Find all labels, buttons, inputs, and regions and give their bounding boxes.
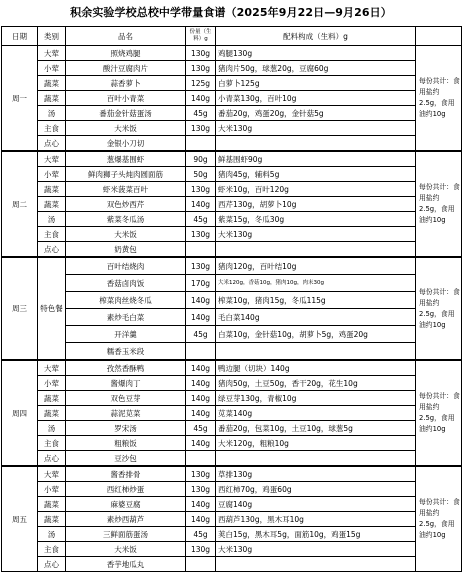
dish-name-cell: 糯香玉米段	[66, 343, 186, 361]
weight-cell: 45g	[186, 212, 216, 227]
category-cell: 蔬菜	[38, 497, 66, 512]
weight-cell: 140g	[186, 292, 216, 309]
dish-name-cell: 罗宋汤	[66, 421, 186, 436]
ingredients-cell: 豆腐140g	[216, 497, 416, 512]
page-title: 积余实验学校总校中学带量食谱（2025年9月22日—9月26日）	[70, 6, 392, 19]
weight-cell: 140g	[186, 360, 216, 376]
dish-name-cell: 百叶小青菜	[66, 91, 186, 106]
category-cell: 蔬菜	[38, 391, 66, 406]
weight-cell: 170g	[186, 275, 216, 292]
weight-cell: 140g	[186, 309, 216, 326]
weight-cell: 140g	[186, 91, 216, 106]
weight-cell: 130g	[186, 466, 216, 482]
ingredients-cell: 西葫芦130g，黑木耳10g	[216, 512, 416, 527]
ingredients-cell	[216, 451, 416, 467]
dish-name-cell: 粗粮饭	[66, 436, 186, 451]
weight-cell: 130g	[186, 46, 216, 61]
dish-name-cell: 大米饭	[66, 542, 186, 557]
ingredients-cell: 番茄20g，包菜10g，土豆10g，球葱5g	[216, 421, 416, 436]
weight-cell: 130g	[186, 542, 216, 557]
category-cell: 点心	[38, 242, 66, 258]
dish-name-cell: 豆沙包	[66, 451, 186, 467]
menu-row	[2, 151, 462, 167]
nutrition-note-cell: 每份共计：食用盐约2.5g，食用油约10g	[416, 257, 462, 360]
category-cell: 蔬菜	[38, 91, 66, 106]
weight-cell: 45g	[186, 326, 216, 343]
ingredients-cell: 虾米10g，百叶120g	[216, 182, 416, 197]
dish-name-cell: 酱爆肉丁	[66, 376, 186, 391]
menu-row	[2, 76, 462, 91]
ingredients-cell: 白萝卜125g	[216, 76, 416, 91]
ingredients-cell: 猪肉50g，土豆50g，香干20g，花生10g	[216, 376, 416, 391]
menu-row	[2, 91, 462, 106]
dish-name-cell: 榨菜肉丝烧冬瓜	[66, 292, 186, 309]
menu-row	[2, 167, 462, 182]
dish-name-cell: 开洋羹	[66, 326, 186, 343]
menu-row	[2, 421, 462, 436]
category-cell: 点心	[38, 136, 66, 152]
dish-name-cell: 番茄金针菇蛋汤	[66, 106, 186, 121]
menu-row	[2, 227, 462, 242]
ingredients-cell	[216, 136, 416, 152]
menu-row	[2, 406, 462, 421]
ingredients-cell: 鲜基围虾90g	[216, 151, 416, 167]
ingredients-cell: 大米130g	[216, 542, 416, 557]
weight-cell: 140g	[186, 376, 216, 391]
menu-row	[2, 61, 462, 76]
weight-cell: 140g	[186, 197, 216, 212]
ingredients-cell: 紫菜15g，冬瓜30g	[216, 212, 416, 227]
header-ingredients: 配料构成（生料）g	[216, 27, 416, 46]
dish-name-cell: 孜然香酥鸭	[66, 360, 186, 376]
day-cell: 周一	[2, 46, 38, 152]
menu-row	[2, 292, 462, 309]
category-cell: 大荤	[38, 360, 66, 376]
category-cell: 大荤	[38, 466, 66, 482]
day-cell: 周五	[2, 466, 38, 572]
weight-cell: 140g	[186, 497, 216, 512]
dish-name-cell: 香菇卤肉饭	[66, 275, 186, 292]
ingredients-cell: 毛白菜140g	[216, 309, 416, 326]
ingredients-cell: 绿豆芽130g，青椒10g	[216, 391, 416, 406]
menu-row	[2, 436, 462, 451]
ingredients-cell: 番茄20g，鸡蛋20g，金针菇5g	[216, 106, 416, 121]
menu-row	[2, 197, 462, 212]
ingredients-cell: 西红柿70g，鸡蛋60g	[216, 482, 416, 497]
menu-row	[2, 360, 462, 376]
weight-cell: 130g	[186, 482, 216, 497]
weight-cell	[186, 242, 216, 258]
ingredients-cell	[216, 557, 416, 572]
header-category: 类别	[38, 27, 66, 46]
day-cell: 周四	[2, 360, 38, 466]
ingredients-cell	[216, 242, 416, 258]
ingredients-cell: 猪肉片50g，球葱20g，豆腐60g	[216, 61, 416, 76]
dish-name-cell: 大米饭	[66, 227, 186, 242]
menu-row	[2, 212, 462, 227]
weight-cell: 140g	[186, 391, 216, 406]
menu-row	[2, 376, 462, 391]
ingredients-cell: 鸭边腿（切块）140g	[216, 360, 416, 376]
header-note	[416, 27, 462, 46]
ingredients-cell: 白菜10g，金针菇10g，胡萝卜5g，鸡蛋20g	[216, 326, 416, 343]
menu-row	[2, 542, 462, 557]
menu-row	[2, 482, 462, 497]
dish-name-cell: 照烧鸡腿	[66, 46, 186, 61]
ingredients-cell: 榨菜10g，猪肉15g，冬瓜115g	[216, 292, 416, 309]
dish-name-cell: 素炒毛白菜	[66, 309, 186, 326]
ingredients-cell: 猪肉120g，百叶结10g	[216, 257, 416, 275]
category-cell: 主食	[38, 542, 66, 557]
menu-row	[2, 527, 462, 542]
ingredients-cell: 大米120g，香菇10g，猪肉10g，肉末30g	[216, 275, 416, 292]
weight-cell: 45g	[186, 106, 216, 121]
dish-name-cell: 葱爆基围虾	[66, 151, 186, 167]
dish-name-cell: 素炒西葫芦	[66, 512, 186, 527]
header-day: 日期	[2, 27, 38, 46]
dish-name-cell: 酱香排骨	[66, 466, 186, 482]
weight-cell: 130g	[186, 257, 216, 275]
dish-name-cell: 酸汁豆腐肉片	[66, 61, 186, 76]
day-cell: 周二	[2, 151, 38, 257]
weight-cell: 140g	[186, 436, 216, 451]
menu-row	[2, 46, 462, 61]
dish-name-cell: 双色豆芽	[66, 391, 186, 406]
menu-row	[2, 451, 462, 467]
nutrition-note-cell: 每份共计：食用盐约2.5g，食用油约10g	[416, 46, 462, 152]
menu-row	[2, 391, 462, 406]
ingredients-cell: 鸡腿130g	[216, 46, 416, 61]
weight-cell	[186, 451, 216, 467]
ingredients-cell: 小青菜130g，百叶10g	[216, 91, 416, 106]
category-cell: 汤	[38, 106, 66, 121]
weight-cell: 45g	[186, 527, 216, 542]
weight-cell: 130g	[186, 61, 216, 76]
menu-row	[2, 121, 462, 136]
menu-row	[2, 106, 462, 121]
menu-row	[2, 182, 462, 197]
header-name: 品名	[66, 27, 186, 46]
category-cell: 蔬菜	[38, 197, 66, 212]
dish-name-cell: 虾米菠菜百叶	[66, 182, 186, 197]
menu-row	[2, 242, 462, 258]
ingredients-cell: 草排130g	[216, 466, 416, 482]
weight-cell: 130g	[186, 182, 216, 197]
category-cell: 蔬菜	[38, 182, 66, 197]
ingredients-cell: 大米130g	[216, 227, 416, 242]
weight-cell: 130g	[186, 227, 216, 242]
dish-name-cell: 鲜肉狮子头炖肉圆面筋	[66, 167, 186, 182]
menu-row	[2, 275, 462, 292]
category-cell: 小荤	[38, 61, 66, 76]
menu-row	[2, 136, 462, 152]
category-cell: 汤	[38, 527, 66, 542]
nutrition-note-cell: 每份共计：食用盐约2.5g，食用油约10g	[416, 151, 462, 257]
category-cell: 汤	[38, 212, 66, 227]
weight-cell: 140g	[186, 512, 216, 527]
menu-row	[2, 326, 462, 343]
category-cell: 点心	[38, 557, 66, 572]
dish-name-cell: 紫菜冬瓜汤	[66, 212, 186, 227]
dish-name-cell: 西红柿炒蛋	[66, 482, 186, 497]
ingredients-cell	[216, 343, 416, 361]
header-weight: 份量（生料）g	[186, 27, 216, 46]
category-cell: 蔬菜	[38, 76, 66, 91]
ingredients-cell: 西芹130g，胡萝卜10g	[216, 197, 416, 212]
dish-name-cell: 香芋地瓜丸	[66, 557, 186, 572]
category-cell: 主食	[38, 121, 66, 136]
ingredients-cell: 荚白15g，黑木耳5g，面筋10g，鸡蛋15g	[216, 527, 416, 542]
weight-cell: 50g	[186, 167, 216, 182]
category-cell: 小荤	[38, 482, 66, 497]
weight-cell: 130g	[186, 121, 216, 136]
category-cell: 特色餐	[38, 257, 66, 360]
menu-row	[2, 466, 462, 482]
menu-row	[2, 557, 462, 572]
weight-cell: 125g	[186, 76, 216, 91]
category-cell: 大荤	[38, 46, 66, 61]
nutrition-note-cell: 每份共计：食用盐约2.5g，食用油约10g	[416, 360, 462, 466]
weight-cell	[186, 343, 216, 361]
category-cell: 蔬菜	[38, 512, 66, 527]
menu-row	[2, 497, 462, 512]
menu-row	[2, 257, 462, 275]
dish-name-cell: 大米饭	[66, 121, 186, 136]
category-cell: 主食	[38, 436, 66, 451]
dish-name-cell: 麻婆豆腐	[66, 497, 186, 512]
ingredients-cell: 大米120g，粗粮10g	[216, 436, 416, 451]
menu-row	[2, 512, 462, 527]
dish-name-cell: 蒜泥苋菜	[66, 406, 186, 421]
dish-name-cell: 双色炒西芹	[66, 197, 186, 212]
dish-name-cell: 百叶结烧肉	[66, 257, 186, 275]
category-cell: 主食	[38, 227, 66, 242]
nutrition-note-cell: 每份共计：食用盐约2.5g，食用油约10g	[416, 466, 462, 572]
dish-name-cell: 奶黄包	[66, 242, 186, 258]
category-cell: 汤	[38, 421, 66, 436]
dish-name-cell: 三鲜面筋蛋汤	[66, 527, 186, 542]
weight-cell: 90g	[186, 151, 216, 167]
day-cell: 周三	[2, 257, 38, 360]
weight-cell: 45g	[186, 421, 216, 436]
dish-name-cell: 蒜香萝卜	[66, 76, 186, 91]
category-cell: 小荤	[38, 167, 66, 182]
weight-cell	[186, 557, 216, 572]
ingredients-cell: 大米130g	[216, 121, 416, 136]
menu-table	[1, 26, 462, 572]
menu-row	[2, 343, 462, 361]
category-cell: 小荤	[38, 376, 66, 391]
weight-cell: 140g	[186, 406, 216, 421]
dish-name-cell: 金银小刀切	[66, 136, 186, 152]
menu-body	[2, 46, 462, 572]
category-cell: 点心	[38, 451, 66, 467]
weight-cell	[186, 136, 216, 152]
ingredients-cell: 苋菜140g	[216, 406, 416, 421]
ingredients-cell: 猪肉45g，辅料5g	[216, 167, 416, 182]
category-cell: 蔬菜	[38, 406, 66, 421]
category-cell: 大荤	[38, 151, 66, 167]
menu-row	[2, 309, 462, 326]
